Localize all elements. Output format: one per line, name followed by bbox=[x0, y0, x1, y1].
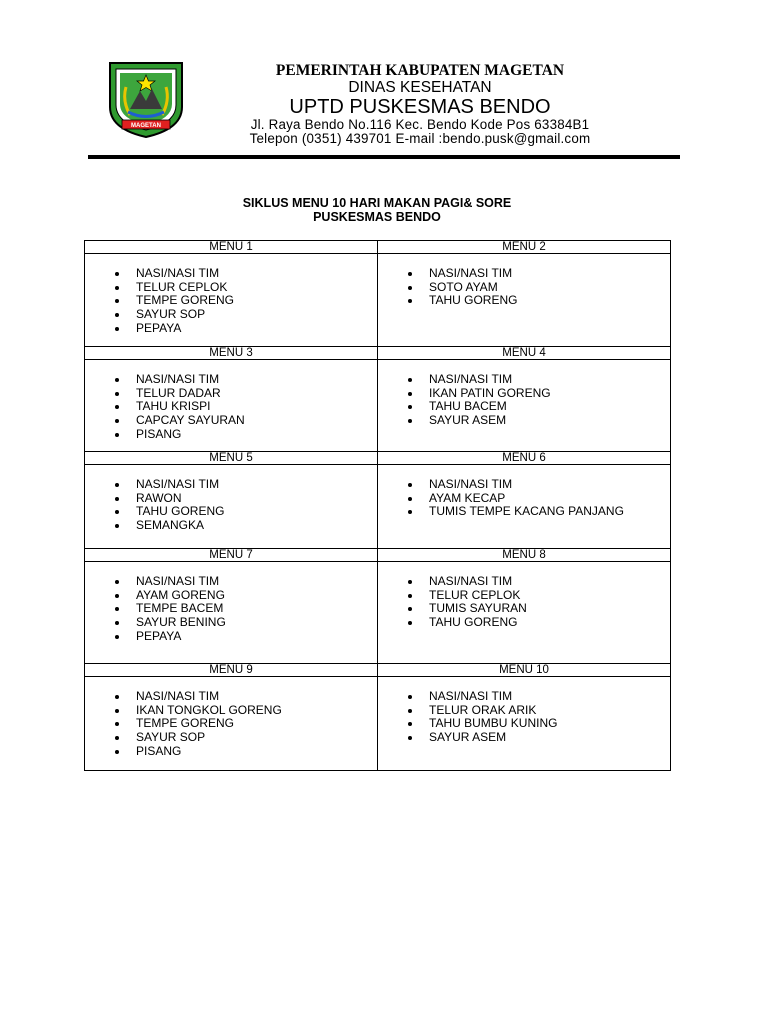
menu-item: NASI/NASI TIM bbox=[378, 690, 670, 704]
menu-item: TUMIS TEMPE KACANG PANJANG bbox=[378, 505, 670, 519]
menu-item: SAYUR SOP bbox=[85, 731, 377, 745]
menu-label: MENU 3 bbox=[85, 347, 378, 360]
menu-item: TELUR CEPLOK bbox=[378, 589, 670, 603]
menu-items-row bbox=[85, 465, 671, 549]
menu-item: TAHU BUMBU KUNING bbox=[378, 717, 670, 731]
menu-label: MENU 6 bbox=[378, 452, 671, 465]
menu-item: CAPCAY SAYURAN bbox=[85, 414, 377, 428]
menu-item: SAYUR ASEM bbox=[378, 414, 670, 428]
menu-item: TELUR CEPLOK bbox=[85, 281, 377, 295]
menu-item: TEMPE GORENG bbox=[85, 717, 377, 731]
menu-item: TEMPE GORENG bbox=[85, 294, 377, 308]
menu-items-cell bbox=[85, 360, 378, 452]
document-subtitle: PUSKESMAS BENDO bbox=[313, 210, 441, 224]
menu-item-list bbox=[378, 677, 670, 745]
menu-items-cell bbox=[378, 562, 671, 664]
menu-label: MENU 2 bbox=[378, 241, 671, 254]
menu-item-list bbox=[85, 360, 377, 441]
menu-label: MENU 1 bbox=[85, 241, 378, 254]
menu-item-list bbox=[85, 465, 377, 533]
menu-item: NASI/NASI TIM bbox=[85, 373, 377, 387]
menu-header-row bbox=[85, 664, 671, 677]
menu-item: RAWON bbox=[85, 492, 377, 506]
menu-item: NASI/NASI TIM bbox=[85, 478, 377, 492]
menu-label: MENU 9 bbox=[85, 664, 378, 677]
menu-item-list bbox=[378, 562, 670, 630]
menu-item: PISANG bbox=[85, 745, 377, 759]
document-title: SIKLUS MENU 10 HARI MAKAN PAGI& SORE bbox=[242, 196, 512, 210]
menu-item-list bbox=[378, 360, 670, 428]
menu-item: TAHU BACEM bbox=[378, 400, 670, 414]
menu-items-row bbox=[85, 677, 671, 771]
menu-item-list bbox=[85, 562, 377, 643]
menu-item: NASI/NASI TIM bbox=[85, 267, 377, 281]
menu-label: MENU 10 bbox=[378, 664, 671, 677]
menu-item-list bbox=[378, 254, 670, 308]
menu-item: TELUR DADAR bbox=[85, 387, 377, 401]
menu-items-cell bbox=[85, 254, 378, 347]
menu-items-cell bbox=[378, 465, 671, 549]
government-title: PEMERINTAH KABUPATEN MAGETAN bbox=[275, 62, 565, 79]
menu-item: AYAM KECAP bbox=[378, 492, 670, 506]
menu-item: TAHU GORENG bbox=[85, 505, 377, 519]
contact-line: Telepon (0351) 439701 E-mail :bendo.pusk@gmail.com bbox=[249, 131, 591, 146]
menu-item: NASI/NASI TIM bbox=[378, 373, 670, 387]
menu-items-cell bbox=[85, 562, 378, 664]
menu-item: TUMIS SAYURAN bbox=[378, 602, 670, 616]
menu-item-list bbox=[85, 677, 377, 758]
menu-items-cell bbox=[85, 465, 378, 549]
menu-header-row bbox=[85, 241, 671, 254]
menu-items-cell bbox=[378, 254, 671, 347]
menu-item: NASI/NASI TIM bbox=[378, 478, 670, 492]
menu-item: NASI/NASI TIM bbox=[378, 267, 670, 281]
menu-item-list bbox=[378, 465, 670, 519]
menu-item: TEMPE BACEM bbox=[85, 602, 377, 616]
menu-item-list bbox=[85, 254, 377, 335]
menu-item: TAHU GORENG bbox=[378, 616, 670, 630]
menu-label: MENU 5 bbox=[85, 452, 378, 465]
header-rule bbox=[88, 155, 680, 159]
menu-item: IKAN TONGKOL GORENG bbox=[85, 704, 377, 718]
menu-item: AYAM GORENG bbox=[85, 589, 377, 603]
menu-item: NASI/NASI TIM bbox=[85, 575, 377, 589]
menu-items-row bbox=[85, 254, 671, 347]
menu-header-row bbox=[85, 549, 671, 562]
menu-item: SAYUR SOP bbox=[85, 308, 377, 322]
department-title: DINAS KESEHATAN bbox=[348, 79, 492, 96]
menu-header-row bbox=[85, 347, 671, 360]
address-line: Jl. Raya Bendo No.116 Kec. Bendo Kode Pos 63384B1 bbox=[250, 117, 590, 132]
menu-item: NASI/NASI TIM bbox=[85, 690, 377, 704]
menu-item: IKAN PATIN GORENG bbox=[378, 387, 670, 401]
menu-item: PEPAYA bbox=[85, 630, 377, 644]
menu-items-cell bbox=[378, 360, 671, 452]
menu-item: SAYUR ASEM bbox=[378, 731, 670, 745]
menu-header-row bbox=[85, 452, 671, 465]
menu-label: MENU 8 bbox=[378, 549, 671, 562]
menu-label: MENU 4 bbox=[378, 347, 671, 360]
institution-title: UPTD PUSKESMAS BENDO bbox=[289, 96, 551, 118]
menu-label: MENU 7 bbox=[85, 549, 378, 562]
menu-item: PEPAYA bbox=[85, 322, 377, 336]
menu-items-row bbox=[85, 562, 671, 664]
menu-item: TAHU KRISPI bbox=[85, 400, 377, 414]
menu-item: SEMANGKA bbox=[85, 519, 377, 533]
menu-cycle-table bbox=[84, 240, 671, 771]
menu-item: TELUR ORAK ARIK bbox=[378, 704, 670, 718]
magetan-regency-emblem bbox=[104, 57, 188, 139]
menu-item: PISANG bbox=[85, 428, 377, 442]
emblem-caption: MAGETAN bbox=[131, 123, 161, 129]
menu-item: NASI/NASI TIM bbox=[378, 575, 670, 589]
menu-item: TAHU GORENG bbox=[378, 294, 670, 308]
menu-item: SOTO AYAM bbox=[378, 281, 670, 295]
menu-items-cell bbox=[85, 677, 378, 771]
menu-items-row bbox=[85, 360, 671, 452]
menu-item: SAYUR BENING bbox=[85, 616, 377, 630]
menu-items-cell bbox=[378, 677, 671, 771]
